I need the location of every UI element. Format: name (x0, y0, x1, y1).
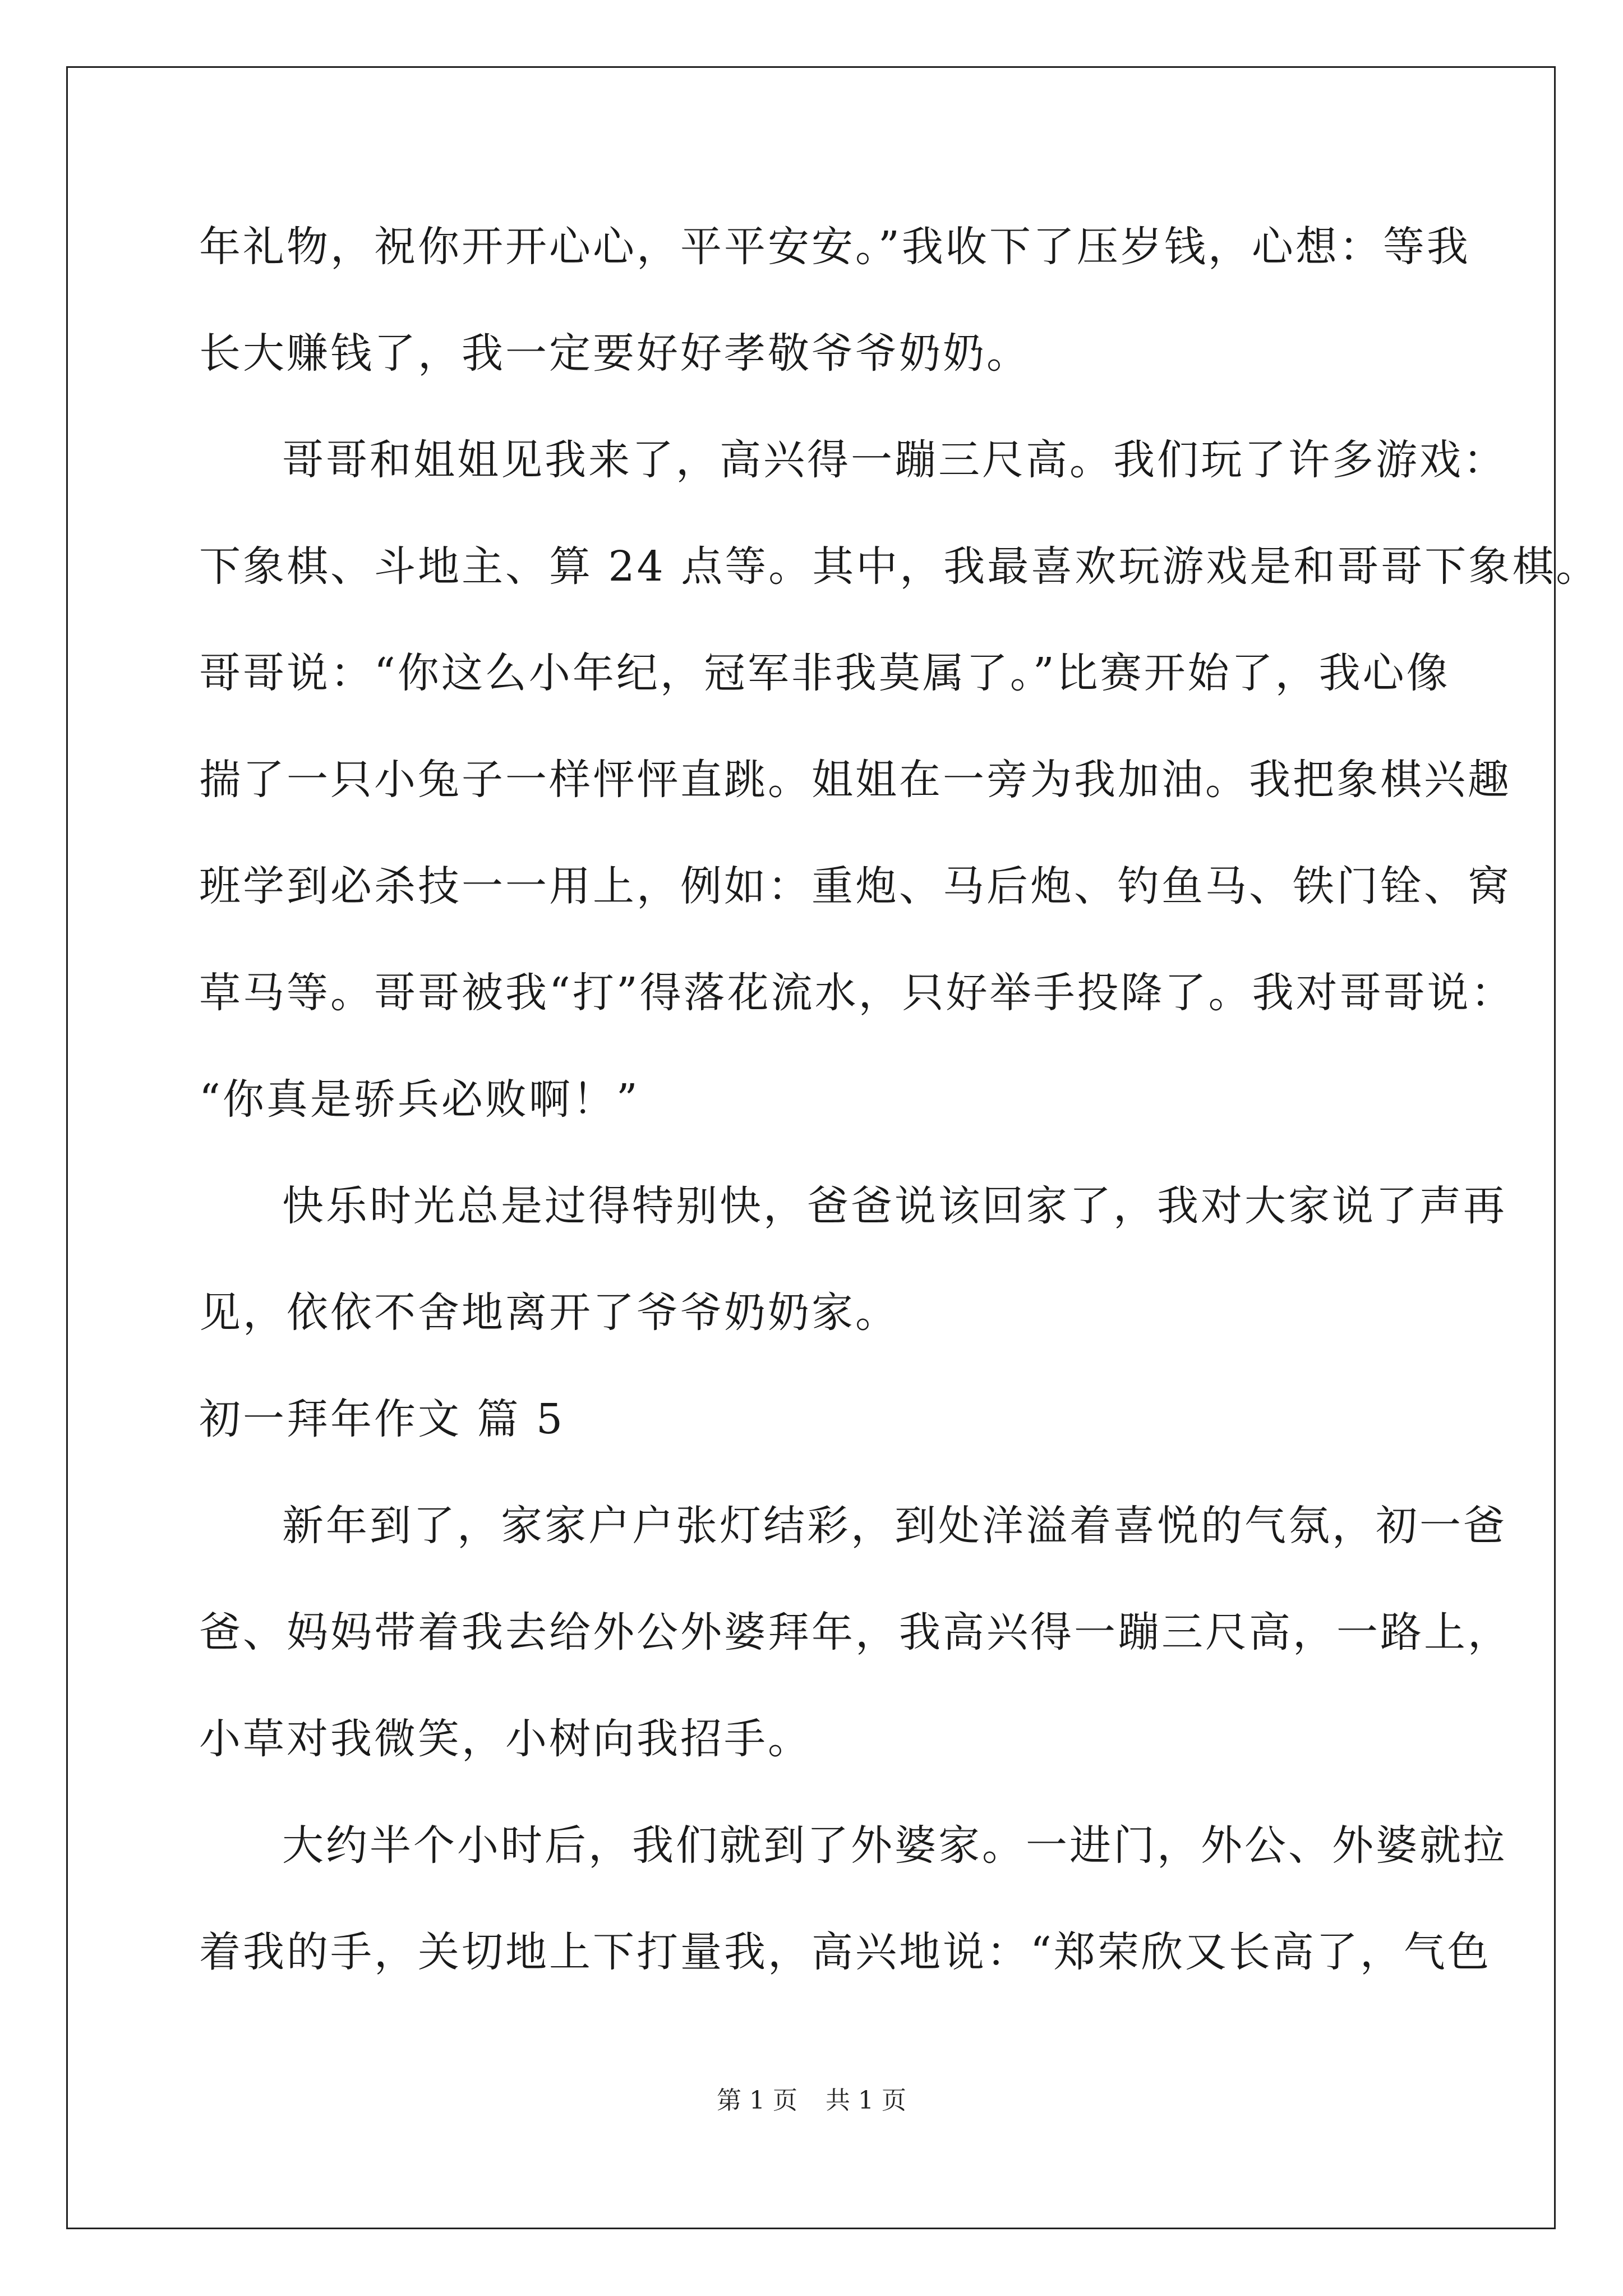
text-line: 小草对我微笑，小树向我招手。 (199, 1715, 811, 1763)
text-line: 揣了一只小兔子一样怦怦直跳。姐姐在一旁为我加油。我把象棋兴趣 (199, 756, 1511, 804)
text-line: 班学到必杀技一一用上，例如：重炮、马后炮、钓鱼马、铁门铨、窝 (199, 862, 1511, 910)
paragraph-start-line: 快乐时光总是过得特别快，爸爸说该回家了，我对大家说了声再 (282, 1182, 1507, 1230)
text-line: “你真是骄兵必败啊！” (199, 1075, 640, 1124)
text-line: 草马等。哥哥被我“打”得落花流水，只好举手投降了。我对哥哥说： (199, 969, 1515, 1017)
text-line: 着我的手，关切地上下打量我，高兴地说：“郑荣欣又长高了，气色 (199, 1928, 1491, 1976)
text-line: 年礼物，祝你开开心心，平平安安。”我收下了压岁钱，心想：等我 (199, 223, 1470, 271)
paragraph-start-line: 大约半个小时后，我们就到了外婆家。一进门，外公、外婆就拉 (282, 1821, 1507, 1870)
text-line: 哥哥说：“你这么小年纪，冠军非我莫属了。”比赛开始了，我心像 (199, 649, 1450, 697)
page-number: 第 1 页 (717, 2086, 797, 2115)
page-total: 共 1 页 (826, 2086, 906, 2115)
text-line: 长大赚钱了，我一定要好好孝敬爷爷奶奶。 (199, 329, 1030, 378)
paragraph-start-line: 哥哥和姐姐见我来了，高兴得一蹦三尺高。我们玩了许多游戏： (282, 436, 1507, 484)
text-line: 爸、妈妈带着我去给外公外婆拜年，我高兴得一蹦三尺高，一路上， (199, 1608, 1511, 1657)
page-footer (0, 2084, 1623, 2118)
paragraph-start-line: 新年到了，家家户户张灯结彩，到处洋溢着喜悦的气氛，初一爸 (282, 1502, 1507, 1550)
text-line: 见，依依不舍地离开了爷爷奶奶家。 (199, 1289, 899, 1337)
document-body (199, 219, 1600, 2031)
text-line: 下象棋、斗地主、算 24 点等。其中，我最喜欢玩游戏是和哥哥下象棋。 (199, 542, 1600, 591)
section-heading: 初一拜年作文 篇 5 (199, 1395, 565, 1443)
